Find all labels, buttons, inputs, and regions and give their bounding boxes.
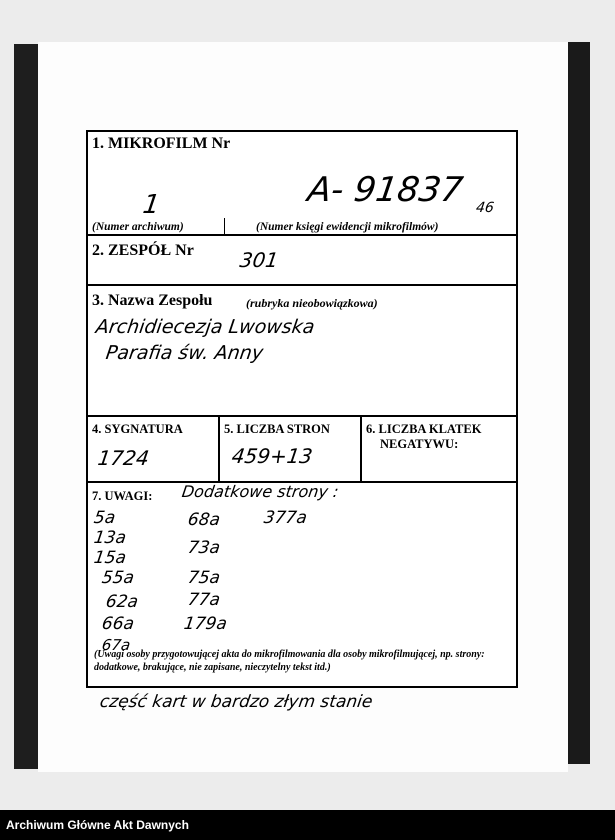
nazwa-zespolu-line-2: Parafia św. Anny	[104, 342, 265, 364]
page-entry: 13a	[92, 528, 128, 548]
divider	[88, 415, 516, 417]
nazwa-zespolu-optional-note: (rubryka nieobowiązkowa)	[246, 296, 378, 310]
divider	[218, 415, 220, 483]
section-nazwa-zespolu-title: 3. Nazwa Zespołu	[92, 292, 213, 309]
book-number-caption: (Numer księgi ewidencji mikrofilmów)	[256, 221, 439, 233]
page-entry: 68a	[186, 510, 222, 530]
scan-dark-edge-left	[14, 44, 40, 769]
page-entry: 15a	[92, 548, 128, 568]
archive-number-caption: (Numer archiwum)	[92, 221, 184, 233]
section-sygnatura-title: 4. SYGNATURA	[92, 422, 183, 436]
section-uwagi-title: 7. UWAGI:	[92, 489, 153, 503]
page-entry: 66a	[100, 614, 136, 634]
page-entry: 75a	[186, 568, 222, 588]
page-entry: 5a	[92, 508, 117, 528]
zespol-number-value: 301	[238, 248, 280, 272]
uwagi-explanation-note: (Uwagi osoby przygotowującej akta do mikrofilmowania dla osoby mikrofilmującej, np. strony: dodatkowe, brakujące, nie zapisane, nieczytelny tekst itd.)	[94, 649, 485, 673]
book-number-value: A- 91837	[305, 170, 466, 210]
section-zespol-title: 2. ZESPÓŁ Nr	[92, 242, 194, 259]
liczba-stron-value: 459+13	[230, 444, 315, 468]
section-liczba-klatek-title: 6. LICZBA KLATEK	[366, 422, 482, 436]
nazwa-zespolu-line-1: Archidiecezja Lwowska	[94, 316, 317, 338]
section-mikrofilm-title: 1. MIKROFILM Nr	[92, 135, 231, 152]
divider	[224, 218, 225, 234]
book-number-suffix: 46	[474, 200, 495, 216]
archive-footer-bar	[0, 810, 615, 840]
sygnatura-value: 1724	[96, 446, 151, 470]
institution-name: Archiwum Główne Akt Dawnych	[6, 818, 189, 832]
divider	[88, 284, 516, 286]
divider	[360, 415, 362, 483]
page-entry: 77a	[186, 590, 222, 610]
page-entry: 62a	[104, 592, 140, 612]
page-entry: 55a	[100, 568, 136, 588]
divider	[88, 234, 516, 236]
page-entry: 67a	[100, 636, 132, 654]
microfilm-form	[86, 130, 518, 688]
handwritten-bottom-note: część kart w bardzo złym stanie	[98, 692, 374, 712]
uwagi-heading-value: Dodatkowe strony :	[180, 482, 340, 501]
page-entry: 179a	[182, 614, 229, 634]
section-liczba-stron-title: 5. LICZBA STRON	[224, 422, 330, 436]
scan-dark-edge-right	[566, 42, 590, 764]
page-entry: 73a	[186, 538, 222, 558]
page-entry: 377a	[262, 508, 309, 528]
archive-number-value: 1	[140, 190, 162, 220]
section-liczba-klatek-title-line2: NEGATYWU:	[380, 437, 459, 451]
